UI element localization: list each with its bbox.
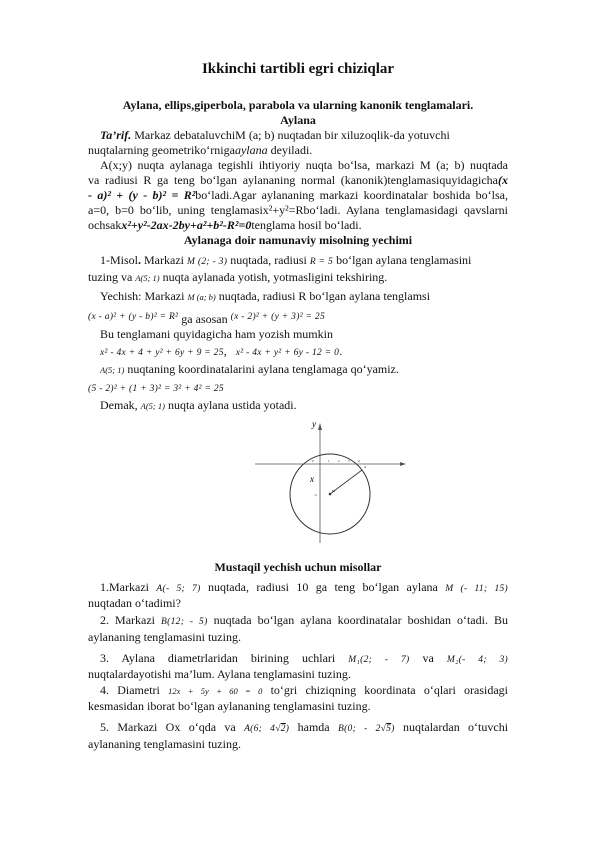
task-1-formula-2: M (- 11; 15) — [445, 584, 509, 594]
tiny-label: -3 — [314, 493, 317, 497]
center-point — [329, 493, 332, 496]
task-4-line-2: kesmasidan iborat bo‘lgan aylananing tenglamasini tuzing. — [88, 699, 371, 713]
task-4-formula: 12x + 5y + 60 = 0 — [168, 686, 263, 696]
tiny-label: 0 — [312, 459, 314, 463]
tiny-label: 1 — [328, 459, 330, 463]
definition-line-2: nuqtalarning geometriko‘rnigaaylana deyiladi. — [88, 143, 313, 157]
definition-line-1: Ta’rif. Markaz debataluvchiM (a; b) nuqtadan bir xiluzoqlik-da yotuvchi — [100, 128, 450, 142]
formula-point-a-2: A(5; 1) — [100, 365, 125, 375]
circle-figure — [250, 418, 410, 548]
para1-line-4: a=0, b=0 bo‘lib, uning tenglamasix²+y²=Rbo‘ladi. Aylana tenglamasidagi qavslarni — [88, 203, 508, 217]
tiny-label: M — [332, 489, 335, 493]
tiny-label: 2 — [338, 459, 340, 463]
document-title: Ikkinchi tartibli egri chiziqlar — [201, 61, 395, 77]
section-heading: Aylana — [280, 113, 316, 127]
task-3-line-2: nuqtalardayotishi ma’lum. Aylana tenglamasini tuzing. — [88, 667, 351, 681]
task-5-formula-2: B(0; - 2√5) — [337, 724, 395, 734]
formula-check: (5 - 2)² + (1 + 3)² = 3² + 4² = 25 — [88, 384, 224, 394]
formula-expanded-2: x² - 4x + y² + 6y - 12 = 0 — [235, 348, 340, 358]
example-line-7: A(5; 1) nuqtaning koordinatalarini aylana tenglamaga qo‘yamiz. — [100, 362, 399, 376]
definition-label: Ta’rif. — [100, 128, 132, 142]
example-heading: Aylanaga doir namunaviy misolning yechimi — [183, 233, 413, 247]
formula-substituted: (x - 2)² + (y + 3)² = 25 — [230, 312, 326, 322]
task-1-line-1: 1.Markazi A(- 5; 7) nuqtada, radiusi 10 ga teng bo‘lgan aylana M (- 11; 15) — [100, 580, 509, 594]
task-1-line-2: nuqtadan o‘tadimi? — [88, 596, 181, 610]
task-5-line-1: 5. Markazi Ox o‘qda va A(6; 4√2) hamda B(0; - 2√5) nuqtalardan o‘tuvchi — [100, 720, 509, 734]
task-5-formula-1: A(6; 4√2) — [244, 724, 290, 734]
example-line-1: 1-Misol. Markazi M (2; - 3) nuqtada, radiusi R = 5 bo‘lgan aylana tenglamasini — [100, 253, 472, 267]
formula-general: (x - a)² + (y - b)² = R² — [88, 312, 179, 322]
radius-line — [330, 470, 362, 494]
formula-center-ab: M (a; b) — [187, 292, 216, 302]
example-line-2: tuzing va A(5; 1) nuqta aylanada yotish, yotmasligini tekshiring. — [88, 270, 388, 284]
task-2-formula: B(12; - 5) — [161, 617, 208, 627]
independent-heading: Mustaqil yechish uchun misollar — [214, 560, 382, 574]
task-3-formula-1: M₁(2; - 7) — [348, 655, 410, 665]
example-line-3: Yechish: Markazi M (a; b) nuqtada, radiusi R bo‘lgan aylana tenglamsi — [100, 289, 431, 303]
tiny-label: 4 — [358, 459, 360, 463]
task-5-line-2: aylananing tenglamasini tuzing. — [88, 737, 241, 751]
example-line-9: Demak, A(5; 1) nuqta aylana ustida yotadi. — [100, 398, 297, 412]
para1-line-5: ochsakx²+y²-2ax-2by+a²+b²-R²=0tenglama hosil bo‘ladi. — [88, 218, 362, 232]
subtitle: Aylana, ellips,giperbola, parabola va ularning kanonik tenglamalari. — [122, 98, 474, 112]
para1-line-3: - a)² + (y - b)² = R²bo‘ladi.Agar aylananing markazi koordinatalar boshida bo‘lsa, — [88, 188, 508, 202]
formula-radius: R = 5 — [309, 257, 334, 267]
y-axis-label: y — [312, 419, 316, 429]
formula-point-a-3: A(5; 1) — [140, 401, 165, 411]
formula-point-a: A(5; 1) — [135, 273, 160, 283]
formula-center: M (2; - 3) — [187, 257, 228, 267]
x-axis-label: x — [310, 474, 314, 484]
example-line-6: x² - 4x + 4 + y² + 6y + 9 = 25, x² - 4x + y² + 6y - 12 = 0. — [100, 344, 343, 358]
example-line-5: Bu tenglamani quyidagicha ham yozish mumkin — [100, 327, 333, 341]
para1-line-1: A(x;y) nuqta aylanaga tegishli ihtiyoriy nuqta bo‘lsa, markazi M (a; b) nuqtada — [100, 158, 508, 172]
tiny-label: 3 — [348, 459, 350, 463]
task-3-formula-2: M₂(- 4; 3) — [446, 655, 509, 665]
task-3-line-1: 3. Aylana diametrlaridan birining uchlari M₁(2; - 7) va M₂(- 4; 3) — [100, 651, 509, 665]
task-2-line-1: 2. Markazi B(12; - 5) nuqtada bo‘lgan aylana koordinatalar boshidan o‘tadi. Bu — [100, 613, 508, 627]
example-line-8 — [88, 380, 508, 397]
tiny-label: A — [364, 465, 367, 469]
formula-expanded-1: x² - 4x + 4 + y² + 6y + 9 = 25 — [100, 348, 224, 358]
task-4-line-1: 4. Diametri 12x + 5y + 60 = 0 to‘gri chiziqning koordinata o‘qlari orasidagi — [100, 683, 509, 697]
example-line-4: (x - a)² + (y - b)² = R² ga asosan (x - 2)² + (y + 3)² = 25 — [88, 312, 326, 326]
task-1-formula-1: A(- 5; 7) — [156, 584, 201, 594]
para1-line-2: va radiusi R ga teng bo‘lgan aylananing normal (kanonik)tenglamasiquyidagicha(x — [88, 173, 508, 187]
x-axis-arrow-icon — [400, 462, 406, 466]
y-axis-arrow-icon — [318, 423, 322, 430]
task-2-line-2: aylananing tenglamasini tuzing. — [88, 630, 241, 644]
